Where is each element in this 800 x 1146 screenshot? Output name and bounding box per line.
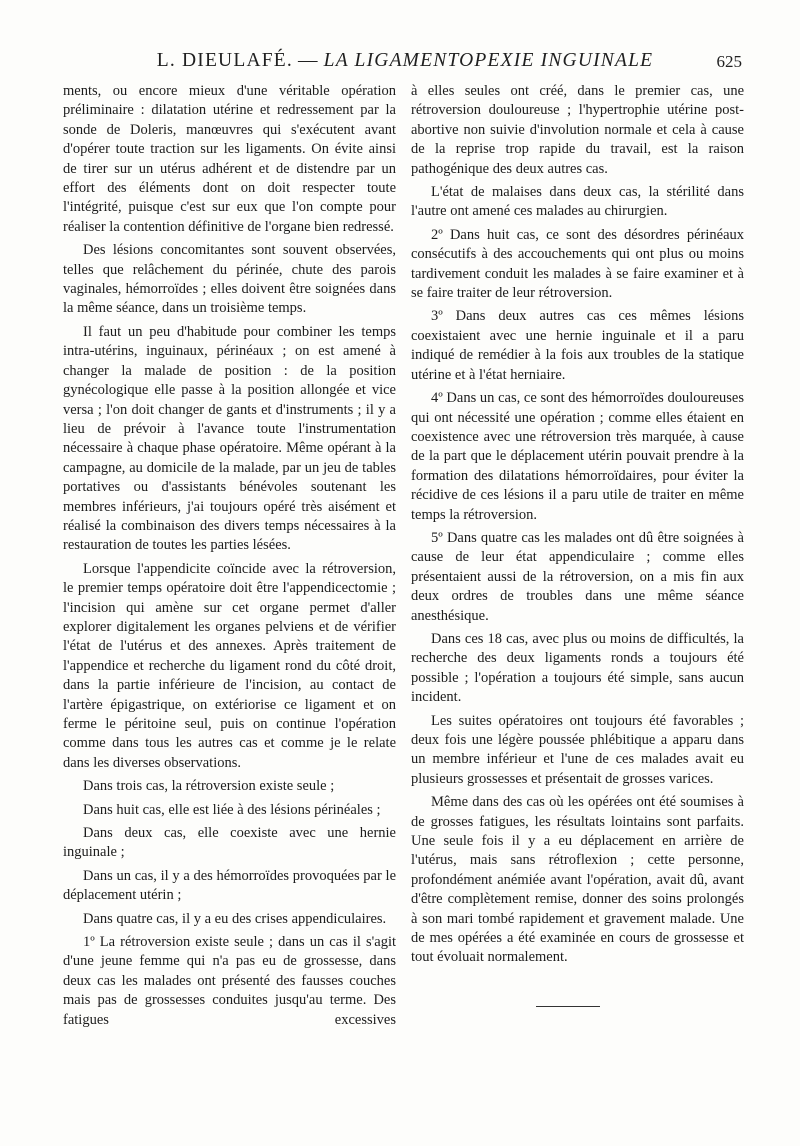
paragraph: 5º Dans quatre cas les malades ont dû être soignées à cause de leur état appendiculaire ; comme elles présentaient aussi de la rétroversion, on a mis fin aux deux ordres de troubles dans une même séance anesthésique.	[411, 529, 744, 624]
left-column	[63, 82, 396, 1034]
paragraph: à elles seules ont créé, dans le premier cas, une rétroversion douloureuse ; l'hypertrophie utérine post-abortive non suivie d'involution normale et cela à cause de la reprise trop rapide du travail, est la raison pathogénique des deux autres cas.	[411, 83, 744, 177]
end-of-article-rule	[536, 1006, 600, 1007]
paragraph: Dans quatre cas, il y a eu des crises appendiculaires.	[83, 910, 387, 927]
running-header	[60, 50, 750, 80]
header-article-title: LA LIGAMENTOPEXIE INGUINALE	[323, 50, 654, 71]
paragraph: 2º Dans huit cas, ce sont des désordres périnéaux consécutifs à des accouchements qui ont plus ou moins tardivement conduit les malades à se faire examiner et à se faire traiter de leur rétroversion.	[411, 226, 744, 302]
header-author: L. DIEULAFÉ.	[156, 50, 293, 71]
paragraph: Lorsque l'appendicite coïncide avec la rétroversion, le premier temps opératoire doit être l'appendicectomie ; l'incision qui amène sur cet organe permet d'aller explorer digitalement les organes pelviens et de vérifier l'état de l'utérus et des annexes. Après traitement de l'appendice et recherche du ligament rond du côté droit, dans la partie inférieure de l'incision, au contact de l'artère épigastrique, on extériorise ce ligament et on ferme le péritoine seul, puis on continue l'opération comme dans tous les autres cas et comme je le relate dans les diverses observations.	[63, 560, 396, 771]
page-number: 625	[716, 52, 742, 71]
paragraph: 4º Dans un cas, ce sont des hémorroïdes douloureuses qui ont nécessité une opération ; comme elles étaient en coexistence avec une rétroversion très marquée, à cause de la part que le déplacement utérin pouvait prendre à la formation des dilatations hémorroïdaires, pour éviter la récidive de ces lésions il a paru utile de traiter en même temps la rétroversion.	[411, 390, 744, 523]
paragraph: ments, ou encore mieux d'une véritable opération préliminaire : dilatation utérine et redressement par la sonde de Doleris, manœuvres qui s'exécutent avant d'opérer toute traction sur les ligaments. On évite ainsi de tirer sur un utérus adhérent et de distendre par un effort des éléments dont on doit respecter toute l'intégrité, puisque c'est sur eux que l'on compte pour réaliser la contention définitive de l'organe bien redressé.	[63, 83, 396, 235]
paragraph: Même dans des cas où les opérées ont été soumises à de grosses fatigues, les résultats lointains sont parfaits. Une seule fois il y a eu déplacement en arrière de l'utérus, mais sans rétroflexion ; cette personne, profondément anémiée avant l'opération, avait dû, avant d'être complètement remise, donner des soins prolongés à son mari tombé rapidement et gravement malade. Une de mes opérées a été examinée en cours de grossesse et tout évoluait normalement.	[411, 794, 744, 966]
paragraph: Dans ces 18 cas, avec plus ou moins de difficultés, la recherche des deux ligaments ronds a toujours été possible ; l'opération a toujours été simple, sans aucun incident.	[411, 630, 744, 706]
paragraph: Dans trois cas, la rétroversion existe seule ;	[83, 778, 335, 795]
paragraph: Dans un cas, il y a des hémorroïdes provoquées par le déplacement utérin ;	[63, 867, 396, 904]
paragraph: Des lésions concomitantes sont souvent observées, telles que relâchement du périnée, chute des parois vaginales, hémorroïdes ; elles doivent être soignées dans la même séance, dans un troisième temps.	[63, 242, 396, 317]
paragraph: Les suites opératoires ont toujours été favorables ; deux fois une légère poussée phlébitique a apparu dans un membre inférieur et l'une de ces malades avait eu plusieurs grossesses et présentait de grosses varices.	[411, 712, 744, 787]
paragraph: Dans deux cas, elle coexiste avec une hernie inguinale ;	[63, 825, 396, 861]
header-dash: —	[297, 50, 319, 71]
right-column	[411, 82, 744, 1007]
paragraph: L'état de malaises dans deux cas, la stérilité dans l'autre ont amené ces malades au chirurgien.	[411, 184, 744, 220]
paragraph: 3º Dans deux autres cas ces mêmes lésions coexistaient avec une hernie inguinale et il a paru indiqué de remédier à la fois aux troubles de la statique utérine et à l'état herniaire.	[411, 308, 744, 383]
paragraph: Il faut un peu d'habitude pour combiner les temps intra-utérins, inguinaux, périnéaux ; on est amené à changer la malade de position : de la position gynécologique elle passe à la position allongée et vice versa ; l'on doit changer de gants et d'instruments ; il y a lieu de prévoir à l'avance toute l'instrumentation nécessaire à chaque phase opératoire. Même opérant à la campagne, au domicile de la malade, par un jeu de tables portatives ou d'assistants bénévoles soutenant les membres inférieurs, j'ai toujours opéré très aisément et réalisé la combinaison des divers temps nécessaires à la restauration de toutes les parties lésées.	[63, 323, 396, 554]
paragraph: Dans huit cas, elle est liée à des lésions périnéales ;	[83, 801, 381, 818]
paragraph: 1º La rétroversion existe seule ; dans un cas il s'agit d'une jeune femme qui n'a pas eu de grossesse, dans deux cas les malades ont présenté des fausses couches mais pas de grossesses conduites jusqu'au terme. Des fatigues excessives	[63, 934, 396, 1028]
